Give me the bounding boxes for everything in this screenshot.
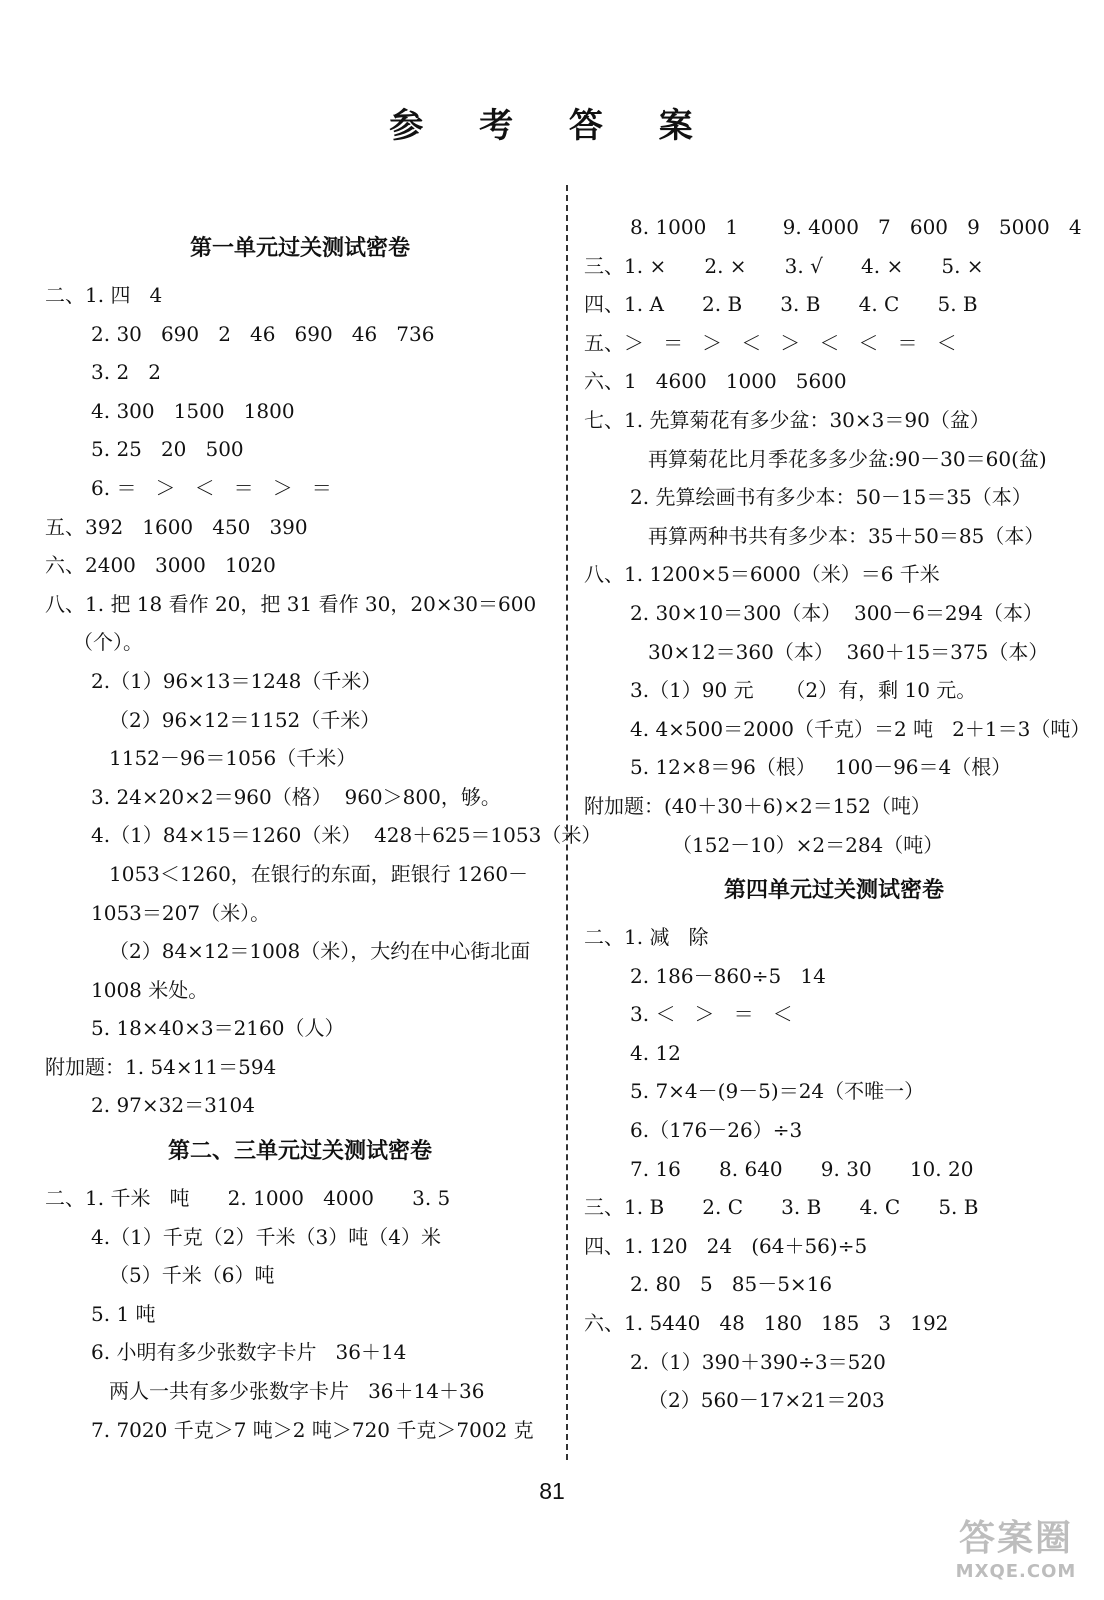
- answer-line: 二、1. 减 除: [584, 925, 709, 950]
- answer-line: 4. 300 1500 1800: [91, 398, 295, 423]
- answer-line: 6.（176－26）÷3: [630, 1118, 803, 1143]
- answer-line: 八、1. 1200×5＝6000（米）＝6 千米: [584, 562, 940, 587]
- answer-line: 4. 12: [630, 1040, 681, 1065]
- answer-line: 3. ＜ ＞ ＝ ＜: [630, 1002, 793, 1027]
- answer-line: 3.（1）90 元 （2）有，剩 10 元。: [630, 678, 977, 703]
- answer-line: 2.（1）390＋390÷3＝520: [630, 1349, 886, 1374]
- section-heading: 第二、三单元过关测试密卷: [167, 1139, 432, 1165]
- answer-line: 30×12＝360（本） 360＋15＝375（本）: [648, 639, 1049, 664]
- answer-line: 3. 2 2: [91, 360, 161, 385]
- answer-line: 两人一共有多少张数字卡片 36＋14＋36: [109, 1379, 485, 1404]
- answer-line: 2. 80 5 85－5×16: [630, 1272, 833, 1297]
- answer-line: 5. 12×8＝96（根） 100－96＝4（根）: [630, 755, 1012, 780]
- answer-line: 1053＝207（米）。: [91, 900, 271, 925]
- answer-line: 8. 1000 1 9. 4000 7 600 9 5000 4: [630, 215, 1082, 239]
- answer-line: 六、1. 5440 48 180 185 3 192: [584, 1311, 949, 1336]
- left-column: [45, 222, 602, 1449]
- answer-line: 四、1. A 2. B 3. B 4. C 5. B: [584, 292, 978, 317]
- answer-line: 三、1. × 2. × 3. √ 4. × 5. ×: [584, 253, 984, 278]
- page-number: 81: [539, 1478, 565, 1504]
- answer-line: 附加题：(40＋30＋6)×2＝152（吨）: [584, 793, 931, 818]
- answer-line: （5）千米（6）吨: [109, 1263, 275, 1288]
- answer-line: 5. 18×40×3＝2160（人）: [91, 1016, 345, 1041]
- answer-line: 2. 186－860÷5 14: [630, 963, 826, 988]
- answer-line: 三、1. B 2. C 3. B 4. C 5. B: [584, 1195, 979, 1220]
- answer-line: 4.（1）84×15＝1260（米） 428＋625＝1053（米）: [91, 823, 602, 848]
- answer-line: 3. 24×20×2＝960（格） 960＞800，够。: [91, 784, 501, 809]
- answer-line: 4. 4×500＝2000（千克）＝2 吨 2＋1＝3（吨）: [630, 716, 1091, 741]
- section-heading: 第四单元过关测试密卷: [723, 878, 944, 904]
- answer-line: （152－10）×2＝284（吨）: [672, 832, 944, 857]
- answer-line: 2. 30 690 2 46 690 46 736: [91, 321, 435, 346]
- answer-line: 八、1. 把 18 看作 20，把 31 看作 30，20×30＝600: [45, 591, 537, 616]
- answer-line: （2）96×12＝1152（千米）: [109, 707, 381, 732]
- answer-line: 1008 米处。: [91, 977, 209, 1002]
- answer-line: 五、＞ ＝ ＞ ＜ ＞ ＜ ＜ ＝ ＜: [584, 330, 957, 355]
- answer-line: 四、1. 120 24 (64＋56)÷5: [584, 1233, 868, 1258]
- answer-line: 六、2400 3000 1020: [45, 553, 276, 578]
- answer-line: 5. 1 吨: [91, 1301, 156, 1326]
- answer-line: （2）84×12＝1008（米），大约在中心街北面: [109, 939, 531, 964]
- right-column: [584, 208, 1091, 1420]
- answer-line: 1053＜1260，在银行的东面，距银行 1260－: [109, 861, 529, 886]
- answer-line: 再算菊花比月季花多多少盆:90－30＝60(盆): [648, 446, 1047, 471]
- answer-line: 7. 16 8. 640 9. 30 10. 20: [630, 1156, 974, 1181]
- watermark-sub: MXQE.COM: [955, 1561, 1077, 1582]
- answer-line: 七、1. 先算菊花有多少盆：30×3＝90（盆）: [584, 407, 990, 432]
- answer-line: 7. 7020 千克＞7 吨＞2 吨＞720 千克＞7002 克: [91, 1417, 534, 1442]
- answer-line: 5. 7×4－(9－5)＝24（不唯一）: [630, 1079, 925, 1104]
- answer-line: 附加题：1. 54×11＝594: [45, 1054, 277, 1079]
- answer-line: （个）。: [73, 630, 143, 655]
- section-heading: 第一单元过关测试密卷: [189, 236, 410, 261]
- answer-line: 5. 25 20 500: [91, 437, 244, 462]
- answer-line: 6. ＝ ＞ ＜ ＝ ＞ ＝: [91, 475, 332, 500]
- page-title: 参 考 答 案: [389, 106, 715, 146]
- column-divider: [566, 185, 568, 1460]
- answer-line: 六、1 4600 1000 5600: [584, 369, 847, 394]
- answer-line: 二、1. 四 4: [45, 283, 163, 307]
- answer-line: 2. 先算绘画书有多少本：50－15＝35（本）: [630, 485, 1032, 510]
- answer-line: 4.（1）千克（2）千米（3）吨（4）米: [91, 1224, 441, 1249]
- answer-line: 2. 30×10＝300（本） 300－6＝294（本）: [630, 600, 1044, 625]
- answer-line: 2. 97×32＝3104: [91, 1093, 255, 1118]
- answer-line: （2）560－17×21＝203: [648, 1388, 885, 1413]
- answer-line: 2.（1）96×13＝1248（千米）: [91, 668, 382, 693]
- watermark-logo: [946, 1510, 1086, 1590]
- answer-line: 1152－96＝1056（千米）: [109, 746, 357, 771]
- answer-line: 二、1. 千米 吨 2. 1000 4000 3. 5: [45, 1186, 451, 1211]
- answer-line: 再算两种书共有多少本：35＋50＝85（本）: [648, 523, 1045, 548]
- answer-line: 6. 小明有多少张数字卡片 36＋14: [91, 1340, 407, 1365]
- watermark-main: 答案圈: [958, 1518, 1073, 1559]
- answer-line: 五、392 1600 450 390: [45, 514, 308, 539]
